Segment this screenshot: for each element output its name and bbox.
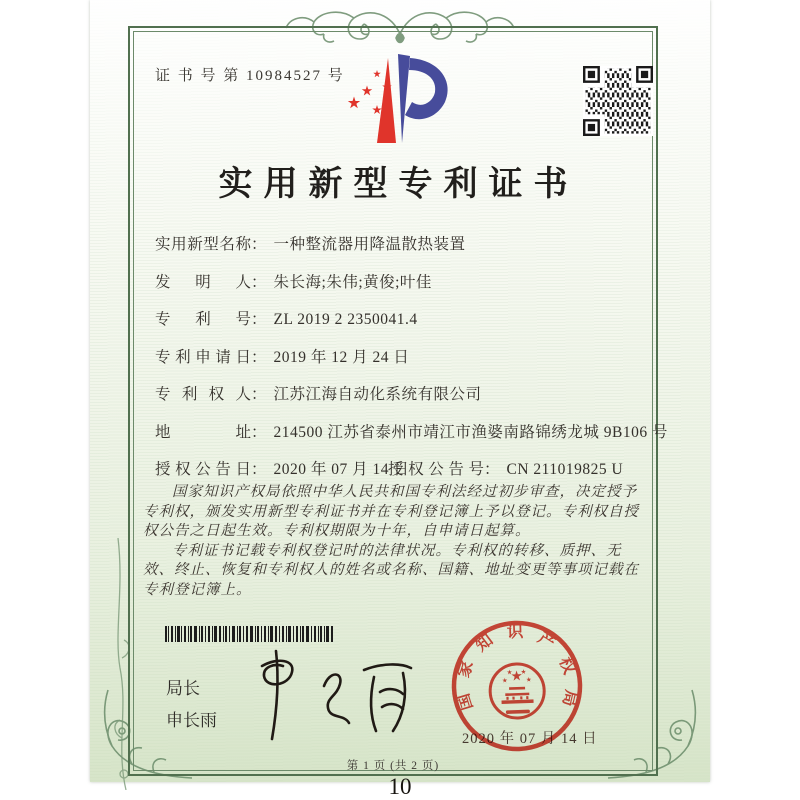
certificate-number: 证 书 号 第 10984527 号 <box>155 68 345 84</box>
seal-char: 产 <box>534 627 559 653</box>
seal-char: 局 <box>558 688 582 709</box>
seal-char: 识 <box>506 621 524 642</box>
field-grant-number: 授权公告号： CN 211019825 U <box>388 457 623 479</box>
field-value: ZL 2019 2 2350041.4 <box>273 311 418 328</box>
field-label: 专利号 <box>155 311 251 328</box>
document-page-number: 10 <box>388 774 412 799</box>
field-value: 2019 年 12 月 24 日 <box>273 348 410 366</box>
cnipa-patent-logo-icon <box>330 50 460 156</box>
seal-char: 家 <box>453 658 477 680</box>
field-patent-number: 专利号： ZL 2019 2 2350041.4 <box>155 307 635 345</box>
field-label: 授权公告日 <box>155 461 251 478</box>
field-value: 一种整流器用降温散热装置 <box>273 236 466 253</box>
seal-date: 2020 年 07 月 14 日 <box>462 731 598 747</box>
field-grant-date-and-number: 授权公告日： 2020 年 07 月 14 日 授权公告号： CN 211019825 U <box>155 457 635 495</box>
field-value: CN 211019825 U <box>506 461 624 478</box>
legal-paragraph-1: 国家知识产权局依照中华人民共和国专利法经过初步审查，决定授予专利权，颁发实用新型专利证书并在专利登记簿上予以登记。专利权自授权公告之日起生效。专利权期限为十年，自申请日起算。 <box>143 484 639 539</box>
field-list <box>155 232 668 495</box>
field-label: 发明人 <box>155 273 251 291</box>
seal-char: 国 <box>453 691 477 713</box>
field-label: 专利权人 <box>155 386 251 403</box>
legal-text <box>143 483 649 600</box>
cnipa-round-seal-icon <box>445 614 590 759</box>
footer-page-indicator: 第 1 页 (共 2 页) <box>346 760 440 772</box>
field-filing-date: 专利申请日： 2019 年 12 月 24 日 <box>155 345 635 383</box>
field-value: 214500 江苏省泰州市靖江市渔婆南路锦绣龙城 9B106 号 <box>273 423 668 441</box>
certificate-title: 实用新型专利证书 <box>218 166 579 203</box>
field-value: 朱长海;朱伟;黄俊;叶佳 <box>273 273 432 291</box>
commissioner-name: 申长雨 <box>166 711 217 730</box>
seal-char: 知 <box>471 629 497 656</box>
seal-char: 权 <box>555 654 580 677</box>
field-inventors: 发明人： 朱长海;朱伟;黄俊;叶佳 <box>155 270 635 308</box>
field-value: 2020 年 07 月 14 日 <box>273 461 410 478</box>
qr-code-icon <box>583 66 653 136</box>
field-patentee: 专利权人： 江苏江海自动化系统有限公司 <box>155 382 635 420</box>
field-utility-model-name: 实用新型名称： 一种整流器用降温散热装置 <box>155 232 635 270</box>
national-emblem-icon <box>489 663 545 719</box>
handwritten-signature-icon <box>232 648 422 743</box>
legal-paragraph-2: 专利证书记载专利权登记时的法律状况。专利权的转移、质押、无效、终止、恢复和专利权人的姓名或名称、国籍、地址变更等事项记载在专利登记簿上。 <box>143 542 639 598</box>
field-label: 地址 <box>155 423 251 441</box>
barcode-icon <box>165 626 333 642</box>
field-address: 地址： 214500 江苏省泰州市靖江市渔婆南路锦绣龙城 9B106 号 <box>155 420 635 458</box>
commissioner-title: 局长 <box>166 679 200 698</box>
field-value: 江苏江海自动化系统有限公司 <box>273 386 482 403</box>
field-label: 实用新型名称 <box>155 236 251 253</box>
field-label: 授权公告号 <box>388 461 484 478</box>
field-label: 专利申请日 <box>155 348 251 366</box>
